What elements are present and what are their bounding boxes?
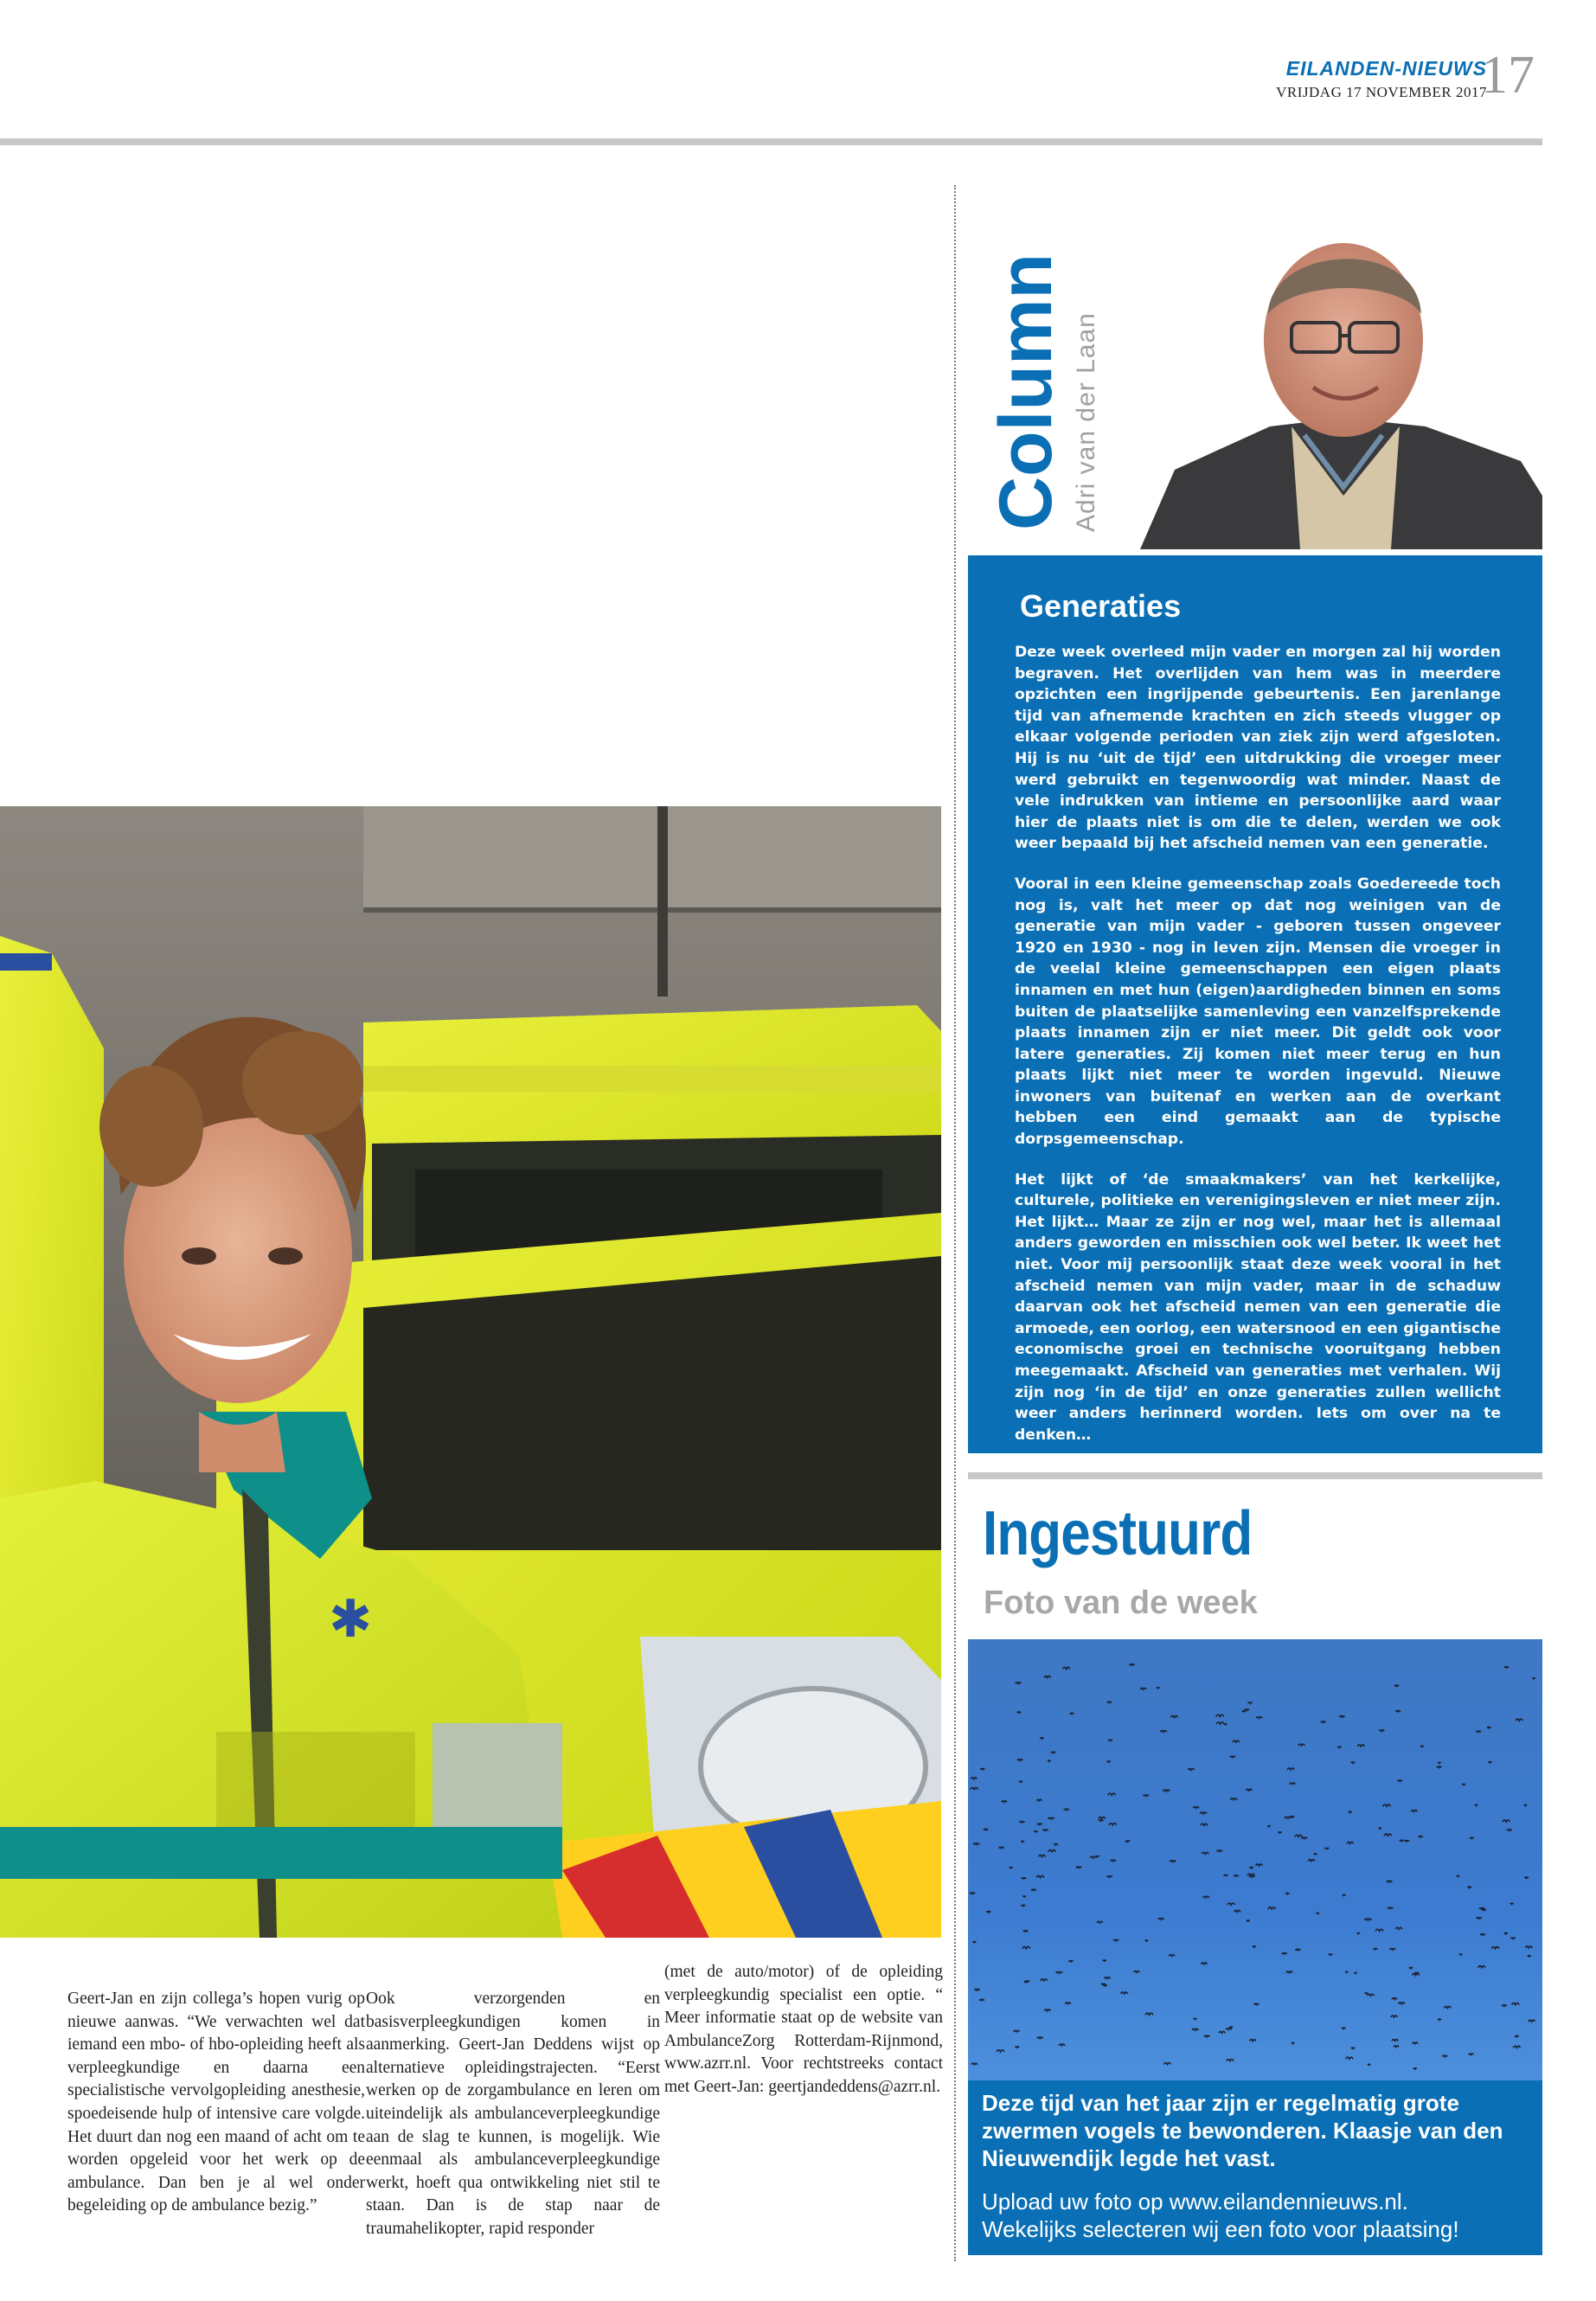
article-column-1: Geert-Jan en zijn collega’s hopen vurig op nieuwe aanwas. “We verwachten wel dat iemand een mbo- of hbo-opleiding heeft als verpleegkundige en daarna een specialistische vervolgopleiding anesthesie, spoedeisende hulp of intensive care volgde. Het duurt dan nog een maand of acht om te worden opgeleid voor het werk op de ambulance. Dan ben je al wel onder begeleiding op de ambulance bezig.” bbox=[67, 1990, 365, 2215]
bird bbox=[1476, 1731, 1480, 1732]
column-title: Generaties bbox=[1020, 588, 1182, 624]
upload-line-1: Upload uw foto op www.eilandennieuws.nl. bbox=[982, 2189, 1408, 2214]
bird bbox=[1188, 1769, 1194, 1771]
bird bbox=[1022, 1905, 1025, 1906]
bird bbox=[1247, 1920, 1250, 1921]
bird bbox=[1217, 1850, 1222, 1852]
bird bbox=[1343, 1894, 1346, 1895]
bird bbox=[1076, 1867, 1081, 1868]
bird bbox=[1134, 1971, 1139, 1973]
bird bbox=[1411, 1811, 1417, 1812]
bird bbox=[1467, 1887, 1471, 1888]
bird bbox=[1059, 2044, 1065, 2046]
bird bbox=[1099, 1820, 1103, 1821]
bird bbox=[973, 1942, 977, 1943]
bird bbox=[1462, 1784, 1465, 1785]
bird bbox=[1107, 1761, 1111, 1762]
bird bbox=[1069, 1961, 1074, 1962]
bird bbox=[1226, 2029, 1232, 2030]
masthead bbox=[1276, 57, 1487, 101]
article-column-2: Ook verzorgenden en basisverpleegkundigen komen in aanmerking. Geert-Jan Deddens wijst op alternatieve opleidingstrajecten. “Eerst werken op de zorgambulance en leren om uiteindelijk als ambulanceverpleegkundige aan de slag te kunnen, is mogelijk. Wie eenmaal als ambulanceverpleegkundige werkt, hoeft qua ontwikkeling niet stil te staan. Dan is de stap naar de traumahelikopter, rapid responder bbox=[366, 1990, 660, 2238]
bird bbox=[1504, 1667, 1509, 1668]
bird bbox=[1409, 1967, 1413, 1968]
bird bbox=[1459, 1954, 1462, 1955]
bird bbox=[1442, 2055, 1446, 2056]
bird bbox=[1103, 1960, 1106, 1961]
paramedic-photo bbox=[0, 806, 941, 1938]
bird bbox=[1170, 1861, 1176, 1862]
bird bbox=[1438, 1762, 1440, 1763]
bird bbox=[1204, 2035, 1209, 2037]
birds-caption: Deze tijd van het jaar zijn er regelmatig grote zwermen vogels te bewonderen. Klaasje van den Nieuwendijk legde het vast. bbox=[982, 2090, 1503, 2171]
bird bbox=[1365, 1993, 1368, 1994]
bird bbox=[1023, 1931, 1028, 1932]
bird bbox=[1096, 1856, 1099, 1857]
bird bbox=[1398, 1780, 1402, 1781]
bird bbox=[973, 1843, 979, 1845]
bird bbox=[1202, 1963, 1208, 1965]
bird bbox=[1354, 1972, 1356, 1973]
bird bbox=[1229, 2027, 1233, 2028]
bird bbox=[1014, 2030, 1020, 2032]
bird bbox=[1267, 1826, 1270, 1827]
bird bbox=[1157, 1688, 1159, 1689]
bird bbox=[1420, 1746, 1424, 1747]
bird bbox=[1016, 2047, 1019, 2048]
bird bbox=[1023, 1896, 1026, 1897]
bird bbox=[1388, 1907, 1393, 1909]
bird bbox=[1010, 1867, 1013, 1868]
bird bbox=[1169, 1955, 1174, 1957]
bird bbox=[1329, 1954, 1332, 1955]
bird bbox=[1025, 1981, 1029, 1982]
bird bbox=[970, 1893, 975, 1894]
bird bbox=[1390, 1948, 1395, 1950]
bird bbox=[1437, 1766, 1441, 1767]
bird bbox=[979, 1999, 984, 2000]
birds-caption-box bbox=[968, 2080, 1542, 2255]
bird bbox=[1020, 1822, 1025, 1823]
bird bbox=[1248, 1702, 1253, 1703]
bird bbox=[1194, 2018, 1197, 2019]
bird bbox=[1040, 1738, 1043, 1739]
bird bbox=[1021, 1841, 1023, 1842]
bird bbox=[1282, 1953, 1286, 1954]
page-number: 17 bbox=[1481, 46, 1535, 105]
bird bbox=[1502, 2005, 1506, 2006]
bird bbox=[1290, 1783, 1296, 1785]
bird bbox=[1048, 1817, 1054, 1819]
bird bbox=[1230, 1756, 1235, 1757]
bird bbox=[1511, 1938, 1516, 1939]
bird bbox=[1405, 1840, 1409, 1841]
bird bbox=[1301, 1837, 1307, 1839]
bird bbox=[1158, 1918, 1163, 1920]
bird bbox=[1515, 2035, 1518, 2036]
bird bbox=[1256, 1717, 1262, 1719]
bird bbox=[1070, 1713, 1074, 1714]
bird bbox=[1400, 1840, 1404, 1841]
bird bbox=[1379, 1730, 1384, 1731]
bird bbox=[1470, 1837, 1473, 1838]
bird bbox=[1104, 1985, 1107, 1986]
bird bbox=[1044, 2009, 1050, 2011]
bird bbox=[980, 1768, 984, 1769]
bird bbox=[1339, 1716, 1344, 1717]
bird bbox=[1524, 1804, 1527, 1805]
bird bbox=[1351, 1762, 1355, 1763]
ingestuurd-title: Ingestuurd bbox=[983, 1499, 1253, 1568]
newspaper-brand: EILANDEN-NIEUWS bbox=[1285, 57, 1487, 80]
upload-line-2: Wekelijks selecteren wij een foto voor plaatsing! bbox=[982, 2216, 1459, 2242]
bird bbox=[1342, 2028, 1345, 2029]
ingestuurd-subtitle: Foto van de week bbox=[984, 1585, 1258, 1621]
bird bbox=[1105, 1977, 1111, 1979]
article-column-3: (met de auto/motor) of de opleiding verpleegkundig specialist een optie. “ Meer informatie staat op de website van AmbulanceZorg Rotterdam-Rijnmond, www.azrr.nl. Voor rechtstreeks contact met Geert-Jan: geertjandeddens@azrr.nl. bbox=[664, 1963, 943, 2096]
bird bbox=[1528, 1956, 1531, 1957]
bird bbox=[1475, 1804, 1477, 1805]
bird bbox=[1234, 1875, 1238, 1876]
bird bbox=[1254, 2003, 1259, 2004]
bird bbox=[1107, 1876, 1112, 1878]
bird bbox=[1394, 1685, 1399, 1686]
bird bbox=[1413, 2042, 1418, 2044]
bird bbox=[1394, 2046, 1399, 2047]
bird bbox=[1482, 1909, 1485, 1910]
bird bbox=[1037, 1799, 1042, 1800]
bird bbox=[971, 2063, 977, 2065]
bird bbox=[1480, 1934, 1484, 1935]
bird bbox=[1349, 1811, 1352, 1812]
bird bbox=[1379, 1828, 1381, 1829]
author-portrait bbox=[1140, 210, 1542, 549]
column-paragraph: Deze week overleed mijn vader en morgen zal hij worden begraven. Het overlijden van hem was in meerdere opzichten een ingrijpende gebeurtenis. Een jarenlange tijd van afnemende krachten en zich steeds vlugger op elkaar volgende perioden van ziek zijn werd afgesloten. Hij is nu ‘uit de tijd’ een uitdrukking die vroeger meer werd gebruikt en tegenwoordig wat minder. Naast de vele indrukken van intieme en persoonlijke aard waar hier de plaats niet is om die te delen, werden we ook weer bepaald bij het afscheid nemen van een generatie. bbox=[1015, 644, 1501, 853]
bird bbox=[1034, 1831, 1037, 1832]
bird bbox=[1374, 1948, 1378, 1949]
column-author-text: Adri van der Laan bbox=[1072, 312, 1100, 532]
bird bbox=[1296, 1949, 1301, 1950]
bird bbox=[1113, 1939, 1118, 1940]
bird bbox=[1477, 1918, 1482, 1920]
bird bbox=[1019, 1781, 1022, 1782]
bird bbox=[986, 1912, 990, 1913]
bird bbox=[1246, 1789, 1252, 1791]
issue-date: VRIJDAG 17 NOVEMBER 2017 bbox=[1276, 84, 1487, 100]
ingestuurd-divider bbox=[968, 1472, 1542, 1479]
bird bbox=[1054, 1844, 1058, 1845]
bird bbox=[1097, 1921, 1103, 1923]
bird bbox=[1249, 1867, 1253, 1868]
bird bbox=[1111, 1860, 1116, 1862]
bird bbox=[1510, 1903, 1513, 1904]
bird bbox=[1130, 1664, 1135, 1665]
bird bbox=[1504, 1933, 1508, 1934]
bird bbox=[975, 1989, 980, 1990]
bird bbox=[971, 1778, 977, 1779]
bird bbox=[1279, 1832, 1282, 1833]
bird bbox=[1064, 1809, 1069, 1810]
bird bbox=[1037, 2037, 1043, 2039]
column-label-text: Column bbox=[984, 253, 1067, 530]
bird bbox=[1368, 2064, 1370, 2065]
bird bbox=[1292, 2042, 1294, 2043]
column-author bbox=[1071, 298, 1106, 532]
bird bbox=[1413, 2068, 1417, 2069]
bird bbox=[1022, 1878, 1026, 1879]
bird bbox=[999, 1847, 1004, 1848]
bird bbox=[1533, 1678, 1535, 1679]
bird bbox=[1324, 1848, 1329, 1849]
bird bbox=[1357, 1932, 1360, 1933]
bird bbox=[1042, 1830, 1048, 1831]
bird bbox=[1048, 1760, 1050, 1761]
column-label bbox=[984, 245, 1067, 530]
bird bbox=[1438, 2019, 1441, 2020]
bird bbox=[1145, 1940, 1148, 1941]
bird bbox=[1395, 1711, 1400, 1712]
bird bbox=[1242, 1711, 1246, 1712]
bird bbox=[1051, 1752, 1055, 1753]
header-divider bbox=[0, 138, 1542, 145]
bird bbox=[1524, 1877, 1528, 1878]
bird bbox=[1002, 1801, 1007, 1802]
bird bbox=[1345, 1971, 1348, 1972]
column-paragraph: Het lijkt of ‘de smaakmakers’ van het kerkelijke, culturele, politieke en verenigingsleven er niet meer zijn. Het lijkt… Maar ze zijn er nog wel, maar het is allemaal anders geworden en misschien ook wel beter. Ik weet het niet. Voor mij persoonlijk staat deze week vooral in het afscheid nemen van mijn vader, maar in de schaduw daarvan ook het afscheid nemen van een generatie die armoede, een oorlog, een watersnood en een gigantische economische groei en technische vooruitgang hebben meegemaakt. Afscheid van generaties met verhalen. Wij zijn nog ‘in de tijd’ en onze generaties zullen wellicht weer anders herinnerd worden. Iets om over na te denken… bbox=[1015, 1170, 1501, 1444]
column-paragraph: Vooral in een kleine gemeenschap zoals Goedereede toch nog is, valt het meer op dat nog weinigen van de generatie van mijn vader - geboren tussen ongeveer 1920 en 1930 - nog in leven zijn. Mensen die vroeger in de veelal kleine gemeenschappen een eigen plaats innamen en met hun (eigen)aardigheden binnen en soms buiten de plaatselijke samenleving een vanzelfsprekende plaats innamen zijn er niet meer. Dit geldt ook voor latere generaties. Zij komen niet meer terug en hun plaats lijkt niet meer te worden ingevuld. Nieuwe inwoners van buitenaf en werken aan de overkant hebben een eind gemaakt aan de typische dorpsgemeenschap. bbox=[1015, 875, 1501, 1149]
bird bbox=[1285, 1893, 1289, 1894]
bird bbox=[1140, 1688, 1146, 1689]
bird bbox=[1253, 1946, 1256, 1947]
bird bbox=[1392, 1998, 1397, 2000]
bird bbox=[1193, 1807, 1199, 1809]
bird bbox=[1245, 1709, 1249, 1710]
bird bbox=[1017, 1759, 1022, 1760]
bird bbox=[1314, 1854, 1317, 1855]
bird bbox=[1037, 1823, 1042, 1824]
upload-instructions bbox=[982, 2188, 1529, 2243]
bird bbox=[984, 1829, 988, 1830]
bird bbox=[1144, 1795, 1149, 1797]
bird bbox=[1017, 1712, 1021, 1713]
birds-photo bbox=[968, 1639, 1542, 2087]
bird bbox=[1387, 1881, 1392, 1882]
bird bbox=[1457, 1875, 1460, 1876]
bird bbox=[1488, 1762, 1491, 1763]
bird bbox=[1065, 2003, 1070, 2004]
bird bbox=[1249, 1876, 1254, 1878]
svg-text:✱: ✱ bbox=[329, 1590, 373, 1648]
column-box bbox=[968, 555, 1542, 1453]
bird bbox=[1125, 1841, 1130, 1842]
bird bbox=[1016, 1682, 1021, 1684]
column-separator bbox=[954, 185, 956, 2261]
bird bbox=[1321, 1721, 1325, 1722]
bird bbox=[1031, 1889, 1035, 1890]
